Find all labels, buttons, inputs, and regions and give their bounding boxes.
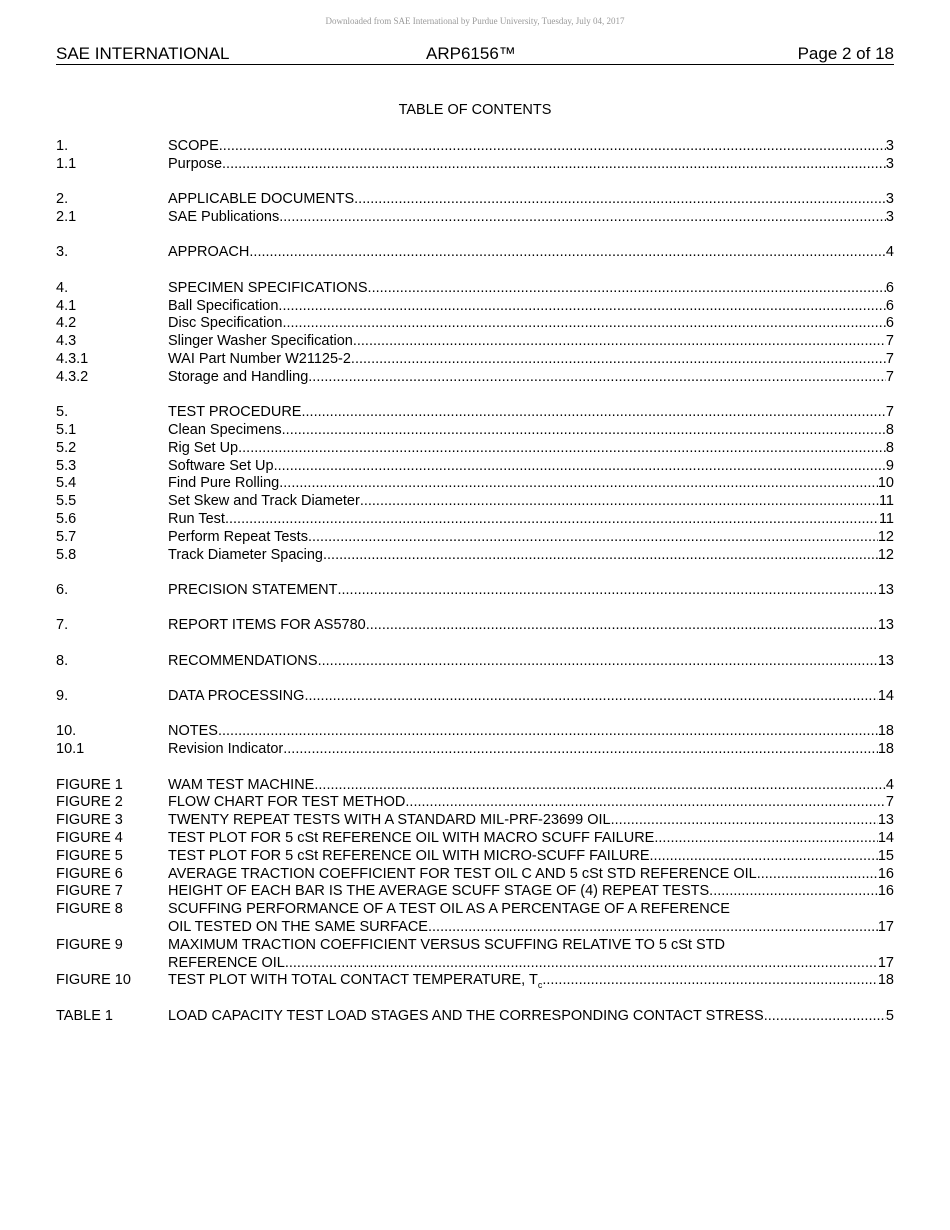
figure-label: WAM TEST MACHINE xyxy=(168,776,315,793)
figure-number: FIGURE 3 xyxy=(56,812,123,829)
toc-page: 11 xyxy=(878,510,894,527)
toc-page: 13 xyxy=(877,617,894,634)
table-number: TABLE 1 xyxy=(56,1007,113,1024)
toc-number: 9. xyxy=(56,688,69,705)
toc-number: 4.1 xyxy=(56,297,77,314)
figure-label: AVERAGE TRACTION COEFFICIENT FOR TEST OIL C AND 5 cSt STD REFERENCE OIL xyxy=(168,865,757,882)
toc-page: 3 xyxy=(885,191,894,208)
toc-page: 7 xyxy=(885,350,894,367)
table-entry xyxy=(56,1008,894,1026)
toc-number: 5.8 xyxy=(56,546,77,563)
figure-page: 4 xyxy=(885,776,894,793)
toc-label: WAI Part Number W21125-2 xyxy=(168,350,351,367)
toc-page: 6 xyxy=(885,315,894,332)
toc-entry xyxy=(56,653,894,671)
figure-entry xyxy=(56,794,894,812)
toc-entry xyxy=(56,529,894,547)
download-watermark: Downloaded from SAE International by Purdue University, Tuesday, July 04, 2017 xyxy=(325,16,625,26)
figure-label: TEST PLOT WITH TOTAL CONTACT TEMPERATURE, $T_c$ xyxy=(168,972,543,991)
table-of-contents xyxy=(56,138,894,1026)
toc-page: 3 xyxy=(885,138,894,154)
toc-page: 13 xyxy=(877,581,894,598)
figure-page: 14 xyxy=(877,830,894,847)
toc-page: 3 xyxy=(885,155,894,172)
toc-entry xyxy=(56,369,894,387)
toc-number: 5.4 xyxy=(56,475,77,492)
toc-entry xyxy=(56,404,894,422)
toc-label: Clean Specimens xyxy=(168,421,282,438)
toc-label: Rig Set Up xyxy=(168,439,239,456)
toc-page: 9 xyxy=(885,457,894,474)
toc-entry xyxy=(56,191,894,209)
page-number: Page 2 of 18 xyxy=(797,44,894,63)
figure-number: FIGURE 5 xyxy=(56,847,123,864)
toc-label: Perform Repeat Tests xyxy=(168,528,308,545)
figure-page: 7 xyxy=(885,794,894,811)
figure-label-continued: OIL TESTED ON THE SAME SURFACE xyxy=(168,919,428,936)
toc-entry xyxy=(56,511,894,529)
toc-label: Software Set Up xyxy=(168,457,274,474)
toc-title: TABLE OF CONTENTS xyxy=(398,102,552,118)
figure-label: HEIGHT OF EACH BAR IS THE AVERAGE SCUFF STAGE OF (4) REPEAT TESTS xyxy=(168,883,710,900)
toc-page: 3 xyxy=(885,208,894,225)
figure-label-continued: REFERENCE OIL xyxy=(168,954,285,971)
figure-page: 18 xyxy=(877,972,894,989)
toc-number: 4.3.2 xyxy=(56,368,89,385)
toc-page: 11 xyxy=(878,493,894,510)
toc-entry xyxy=(56,493,894,511)
toc-number: 5.2 xyxy=(56,439,77,456)
figure-page: 17 xyxy=(877,919,894,936)
figure-entry xyxy=(56,866,894,884)
toc-label: Run Test xyxy=(168,510,225,527)
toc-label: SCOPE xyxy=(168,138,219,154)
toc-number: 10.1 xyxy=(56,741,85,758)
toc-label: Set Skew and Track Diameter xyxy=(168,493,360,510)
toc-label: PRECISION STATEMENT xyxy=(168,581,338,598)
figure-page: 15 xyxy=(877,847,894,864)
table-page: 5 xyxy=(885,1007,894,1024)
figure-entry xyxy=(56,848,894,866)
toc-label: Ball Specification xyxy=(168,297,279,314)
toc-page: 10 xyxy=(877,475,894,492)
figure-entry xyxy=(56,901,894,919)
figure-number: FIGURE 7 xyxy=(56,883,123,900)
document-number: ARP6156™ xyxy=(426,44,516,63)
figure-number: FIGURE 4 xyxy=(56,830,123,847)
figure-entry-continued xyxy=(56,919,894,937)
toc-label: Find Pure Rolling xyxy=(168,475,280,492)
table-label: LOAD CAPACITY TEST LOAD STAGES AND THE CORRESPONDING CONTACT STRESS xyxy=(168,1007,764,1024)
toc-label: DATA PROCESSING xyxy=(168,688,305,705)
toc-number: 5.7 xyxy=(56,528,77,545)
toc-number: 6. xyxy=(56,581,69,598)
toc-number: 4. xyxy=(56,279,69,296)
toc-number: 2.1 xyxy=(56,208,77,225)
toc-number: 2. xyxy=(56,191,69,208)
figure-entry xyxy=(56,937,894,955)
toc-number: 1.1 xyxy=(56,155,77,172)
toc-page: 6 xyxy=(885,297,894,314)
toc-entry xyxy=(56,333,894,351)
toc-number: 1. xyxy=(56,138,69,154)
toc-page: 18 xyxy=(877,723,894,740)
figure-entry xyxy=(56,883,894,901)
toc-number: 5.5 xyxy=(56,493,77,510)
toc-entry xyxy=(56,440,894,458)
figure-label-subscript: c xyxy=(537,980,543,991)
organization-name: SAE INTERNATIONAL xyxy=(56,44,230,63)
toc-number: 8. xyxy=(56,652,69,669)
figure-number: FIGURE 8 xyxy=(56,901,123,918)
toc-page: 8 xyxy=(885,439,894,456)
toc-entry xyxy=(56,475,894,493)
figure-label: TWENTY REPEAT TESTS WITH A STANDARD MIL-PRF-23699 OIL xyxy=(168,812,611,829)
figure-page: 17 xyxy=(877,954,894,971)
toc-label: APPLICABLE DOCUMENTS xyxy=(168,191,355,208)
toc-label: REPORT ITEMS FOR AS5780 xyxy=(168,617,366,634)
figure-number: FIGURE 10 xyxy=(56,972,131,989)
toc-entry xyxy=(56,138,894,156)
toc-page: 13 xyxy=(877,652,894,669)
toc-entry xyxy=(56,280,894,298)
toc-entry xyxy=(56,723,894,741)
page-header xyxy=(56,44,894,65)
figure-label: MAXIMUM TRACTION COEFFICIENT VERSUS SCUFFING RELATIVE TO 5 cSt STD xyxy=(168,936,725,953)
toc-number: 5.1 xyxy=(56,421,77,438)
toc-entry xyxy=(56,315,894,333)
toc-label: Slinger Washer Specification xyxy=(168,333,353,350)
toc-number: 5.6 xyxy=(56,510,77,527)
figure-page: 16 xyxy=(877,865,894,882)
toc-page: 7 xyxy=(885,333,894,350)
toc-entry xyxy=(56,156,894,174)
toc-entry xyxy=(56,244,894,262)
toc-label: APPROACH xyxy=(168,244,250,261)
toc-entry xyxy=(56,458,894,476)
toc-label: Storage and Handling xyxy=(168,368,309,385)
toc-page: 7 xyxy=(885,404,894,421)
toc-number: 5. xyxy=(56,404,69,421)
figure-number: FIGURE 1 xyxy=(56,776,123,793)
figure-entry-continued xyxy=(56,955,894,973)
toc-entry xyxy=(56,422,894,440)
toc-number: 3. xyxy=(56,244,69,261)
figure-page: 13 xyxy=(877,812,894,829)
figure-label: TEST PLOT FOR 5 cSt REFERENCE OIL WITH MICRO-SCUFF FAILURE xyxy=(168,847,650,864)
toc-entry xyxy=(56,741,894,759)
toc-entry xyxy=(56,688,894,706)
toc-label: SAE Publications xyxy=(168,208,280,225)
toc-page: 12 xyxy=(877,528,894,545)
toc-label: Track Diameter Spacing xyxy=(168,546,323,563)
figure-number: FIGURE 6 xyxy=(56,865,123,882)
toc-page: 6 xyxy=(885,279,894,296)
figure-label: FLOW CHART FOR TEST METHOD xyxy=(168,794,406,811)
toc-label: Revision Indicator xyxy=(168,741,284,758)
figure-label: SCUFFING PERFORMANCE OF A TEST OIL AS A PERCENTAGE OF A REFERENCE xyxy=(168,901,730,918)
toc-page: 12 xyxy=(877,546,894,563)
toc-number: 7. xyxy=(56,617,69,634)
toc-entry xyxy=(56,298,894,316)
toc-page: 14 xyxy=(877,688,894,705)
toc-number: 4.3 xyxy=(56,333,77,350)
figure-entry xyxy=(56,777,894,795)
toc-page: 7 xyxy=(885,368,894,385)
figure-number: FIGURE 9 xyxy=(56,936,123,953)
toc-entry xyxy=(56,209,894,227)
figure-number: FIGURE 2 xyxy=(56,794,123,811)
toc-label: RECOMMENDATIONS xyxy=(168,652,318,669)
toc-label: SPECIMEN SPECIFICATIONS xyxy=(168,279,368,296)
toc-label: TEST PROCEDURE xyxy=(168,404,302,421)
toc-number: 4.3.1 xyxy=(56,350,89,367)
toc-number: 5.3 xyxy=(56,457,77,474)
toc-label: Disc Specification xyxy=(168,315,283,332)
toc-number: 10. xyxy=(56,723,77,740)
toc-label: Purpose xyxy=(168,155,223,172)
toc-page: 8 xyxy=(885,421,894,438)
toc-page: 4 xyxy=(885,244,894,261)
figure-page: 16 xyxy=(877,883,894,900)
toc-number: 4.2 xyxy=(56,315,77,332)
figure-label: TEST PLOT FOR 5 cSt REFERENCE OIL WITH MACRO SCUFF FAILURE xyxy=(168,830,655,847)
figure-entry xyxy=(56,830,894,848)
toc-entry xyxy=(56,547,894,565)
toc-label: NOTES xyxy=(168,723,218,740)
toc-entry xyxy=(56,617,894,635)
toc-entry xyxy=(56,582,894,600)
figure-entry xyxy=(56,972,894,990)
toc-page: 18 xyxy=(877,741,894,758)
toc-entry xyxy=(56,351,894,369)
figure-entry xyxy=(56,812,894,830)
